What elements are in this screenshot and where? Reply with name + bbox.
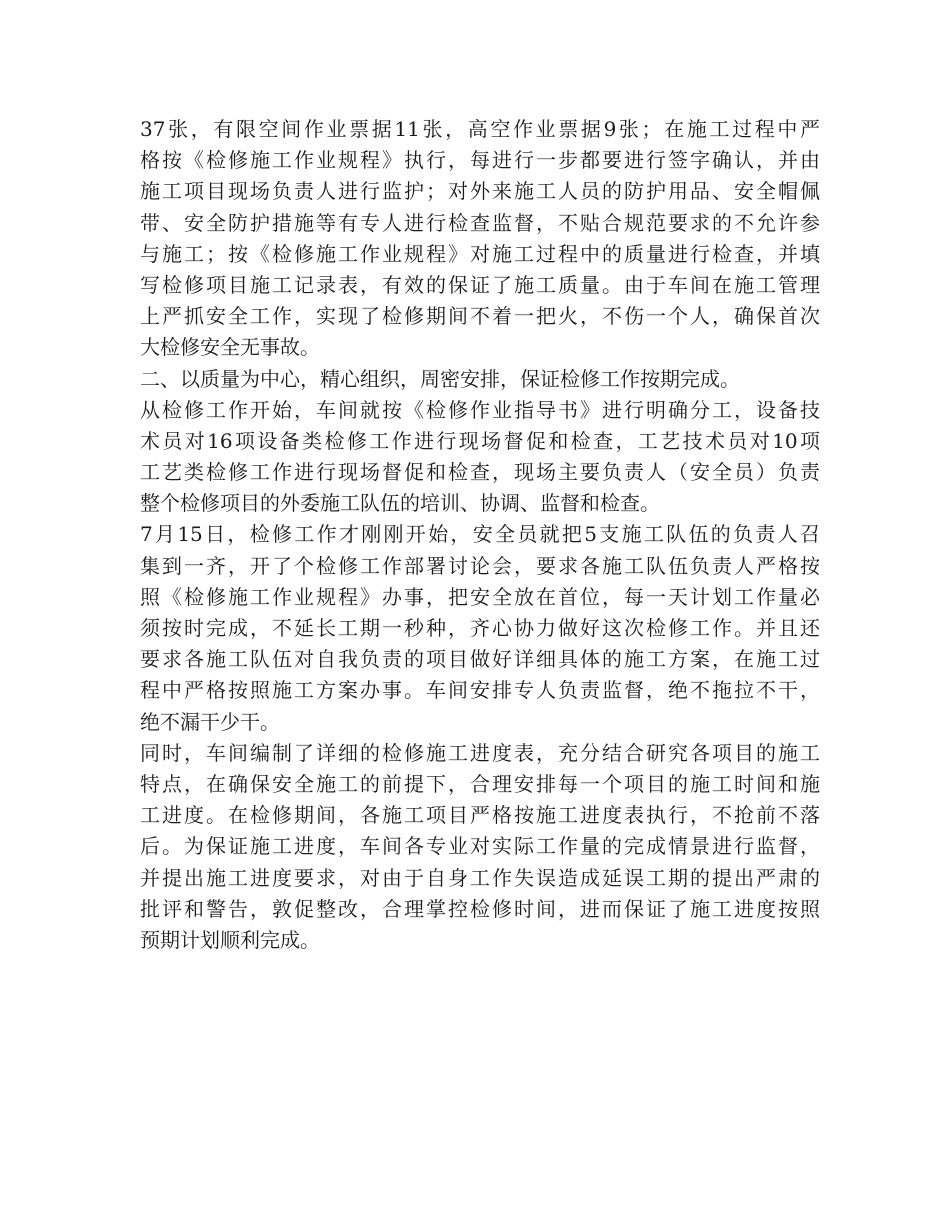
text-line: 后。为保证施工进度，车间各专业对实际工作量的完成情景进行监督， <box>140 834 820 859</box>
text-line: 并提出施工进度要求，对由于自身工作失误造成延误工期的提出严肃的 <box>140 865 820 890</box>
body-text <box>140 114 820 956</box>
text-line: 预期计划顺利完成。 <box>140 927 320 952</box>
text-line: 施工项目现场负责人进行监护；对外来施工人员的防护用品、安全帽佩 <box>140 179 820 204</box>
text-line: 整个检修项目的外委施工队伍的培训、协调、监督和检查。 <box>140 491 660 516</box>
text-line: 须按时完成，不延长工期一秒种，齐心协力做好这次检修工作。并且还 <box>140 616 820 640</box>
text-line: 照《检修施工作业规程》办事，把安全放在首位，每一天计划工作量必 <box>140 584 820 609</box>
text-line: 特点，在确保安全施工的前提下，合理安排每一个项目的施工时间和施 <box>140 771 820 796</box>
text-line: 7月15日，检修工作才刚刚开始，安全员就把5支施工队伍的负责人召 <box>140 522 820 547</box>
text-line: 与施工；按《检修施工作业规程》对施工过程中的质量进行检查，并填 <box>140 241 820 266</box>
text-line: 要求各施工队伍对自我负责的项目做好详细具体的施工方案，在施工过 <box>140 647 820 672</box>
text-line: 工进度。在检修期间，各施工项目严格按施工进度表执行，不抢前不落 <box>140 803 820 828</box>
text-line: 同时，车间编制了详细的检修施工进度表，充分结合研究各项目的施工 <box>140 740 820 765</box>
text-line: 从检修工作开始，车间就按《检修作业指导书》进行明确分工，设备技 <box>140 397 820 422</box>
section-heading: 二、以质量为中心，精心组织，周密安排，保证检修工作按期完成。 <box>140 366 740 391</box>
text-line: 术员对16项设备类检修工作进行现场督促和检查，工艺技术员对10项 <box>140 428 820 453</box>
text-line: 大检修安全无事故。 <box>140 335 320 360</box>
text-line: 带、安全防护措施等有专人进行检查监督，不贴合规范要求的不允许参 <box>140 210 820 235</box>
text-line: 格按《检修施工作业规程》执行，每进行一步都要进行签字确认，并由 <box>140 148 820 173</box>
text-line: 绝不漏干少干。 <box>140 709 280 734</box>
text-line: 程中严格按照施工方案办事。车间安排专人负责监督，绝不拖拉不干， <box>140 678 820 703</box>
text-line: 批评和警告，敦促整改，合理掌控检修时间，进而保证了施工进度按照 <box>140 896 820 921</box>
text-line: 上严抓安全工作，实现了检修期间不着一把火，不伤一个人，确保首次 <box>140 304 820 329</box>
text-line: 写检修项目施工记录表，有效的保证了施工质量。由于车间在施工管理 <box>140 272 820 297</box>
text-line: 工艺类检修工作进行现场督促和检查，现场主要负责人（安全员）负责 <box>140 460 820 485</box>
text-line: 集到一齐，开了个检修工作部署讨论会，要求各施工队伍负责人严格按 <box>140 553 820 578</box>
text-line: 37张，有限空间作业票据11张，高空作业票据9张；在施工过程中严 <box>140 117 820 141</box>
